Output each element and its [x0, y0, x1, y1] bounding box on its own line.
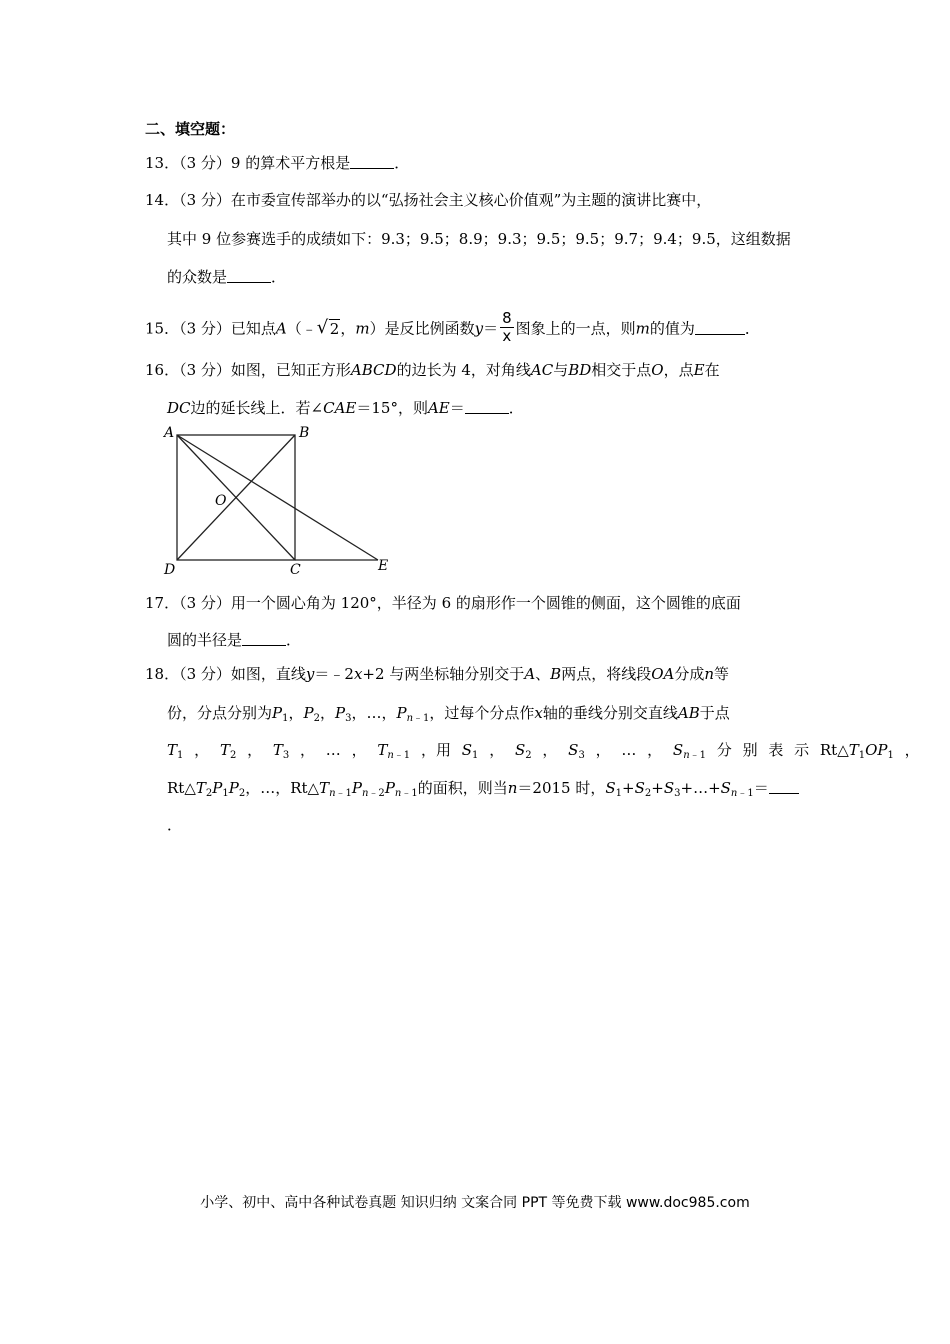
question-14-line-1: 14．（3 分）在市委宣传部举办的以“弘扬社会主义核心价值观”为主题的演讲比赛中， — [145, 191, 712, 209]
label-o: O — [215, 493, 227, 509]
question-14-line-2: 其中 9 位参赛选手的成绩如下：9.3；9.5；8.9；9.3；9.5；9.5；9.7；9.4；9.5，这组数据 — [167, 230, 791, 248]
answer-blank — [465, 401, 509, 414]
label-c: C — [290, 562, 301, 578]
question-16-line-2: DC边的延长线上．若∠CAE＝15°，则AE＝ ． — [167, 399, 524, 417]
question-13: 13．（3 分）9 的算术平方根是 ． — [145, 154, 410, 172]
label-e: E — [378, 558, 389, 574]
sqrt-expression: √ 2 — [316, 316, 340, 338]
question-15: 15．（3 分）已知点A（﹣ √ 2，m）是反比例函数y＝ $\frac{8}{x}$ 图象上的一点，则m的值为 ． — [145, 309, 760, 345]
question-18-line-4: $Rt\triangle T_2P_1P_2$，…，$Rt\triangle T_{n﹣1}P_{n﹣2}P_{n﹣1}$的面积，则当n＝2015 时，$S_1+S_2+S_3+\dots+S_{n﹣1}=$ — [167, 777, 799, 799]
fraction-8-over-x: $\frac{8}{x}$ — [502, 309, 512, 345]
square-figure — [160, 422, 400, 578]
question-18-line-1: 18．（3 分）如图，直线y＝﹣2x+2 与两坐标轴分别交于A、B两点，将线段OA分成n等 — [145, 665, 730, 683]
question-18-end: ． — [167, 816, 183, 834]
section-heading: 二、填空题： — [145, 120, 236, 138]
label-b: B — [299, 425, 310, 441]
answer-blank — [695, 322, 745, 335]
question-18-line-3: $T_1$ ， $T_2$ ， $T_3$ ， … ， $T_{n﹣1}$ ，用 $S_1$ ， $S_2$ ， $S_3$ ， … ， $S_{n﹣1}$ 分 别 表 示 $Rt\triangle T_1OP_1$ ， — [167, 741, 920, 761]
question-17-line-2: 圆的半径是 ． — [167, 631, 302, 649]
answer-blank — [242, 633, 286, 646]
question-17-line-1: 17．（3 分）用一个圆心角为 120°，半径为 6 的扇形作一个圆锥的侧面，这个圆锥的底面 — [145, 594, 741, 612]
label-d: D — [164, 562, 176, 578]
answer-blank — [769, 781, 799, 794]
answer-blank — [227, 270, 271, 283]
question-18-line-2: 份，分点分别为$P_1$，$P_2$，$P_3$，…，$P_{n﹣1}$，过每个分点作x轴的垂线分别交直线AB于点 — [167, 704, 730, 724]
question-16-line-1: 16．（3 分）如图，已知正方形ABCD的边长为 4，对角线AC与BD相交于点O，点E在 — [145, 361, 720, 379]
page-footer: 小学、初中、高中各种试卷真题 知识归纳 文案合同 PPT 等免费下载 www.doc985.com — [200, 1195, 750, 1211]
question-14-line-3: 的众数是 ． — [167, 268, 287, 286]
label-a: A — [164, 425, 175, 441]
answer-blank — [350, 156, 394, 169]
